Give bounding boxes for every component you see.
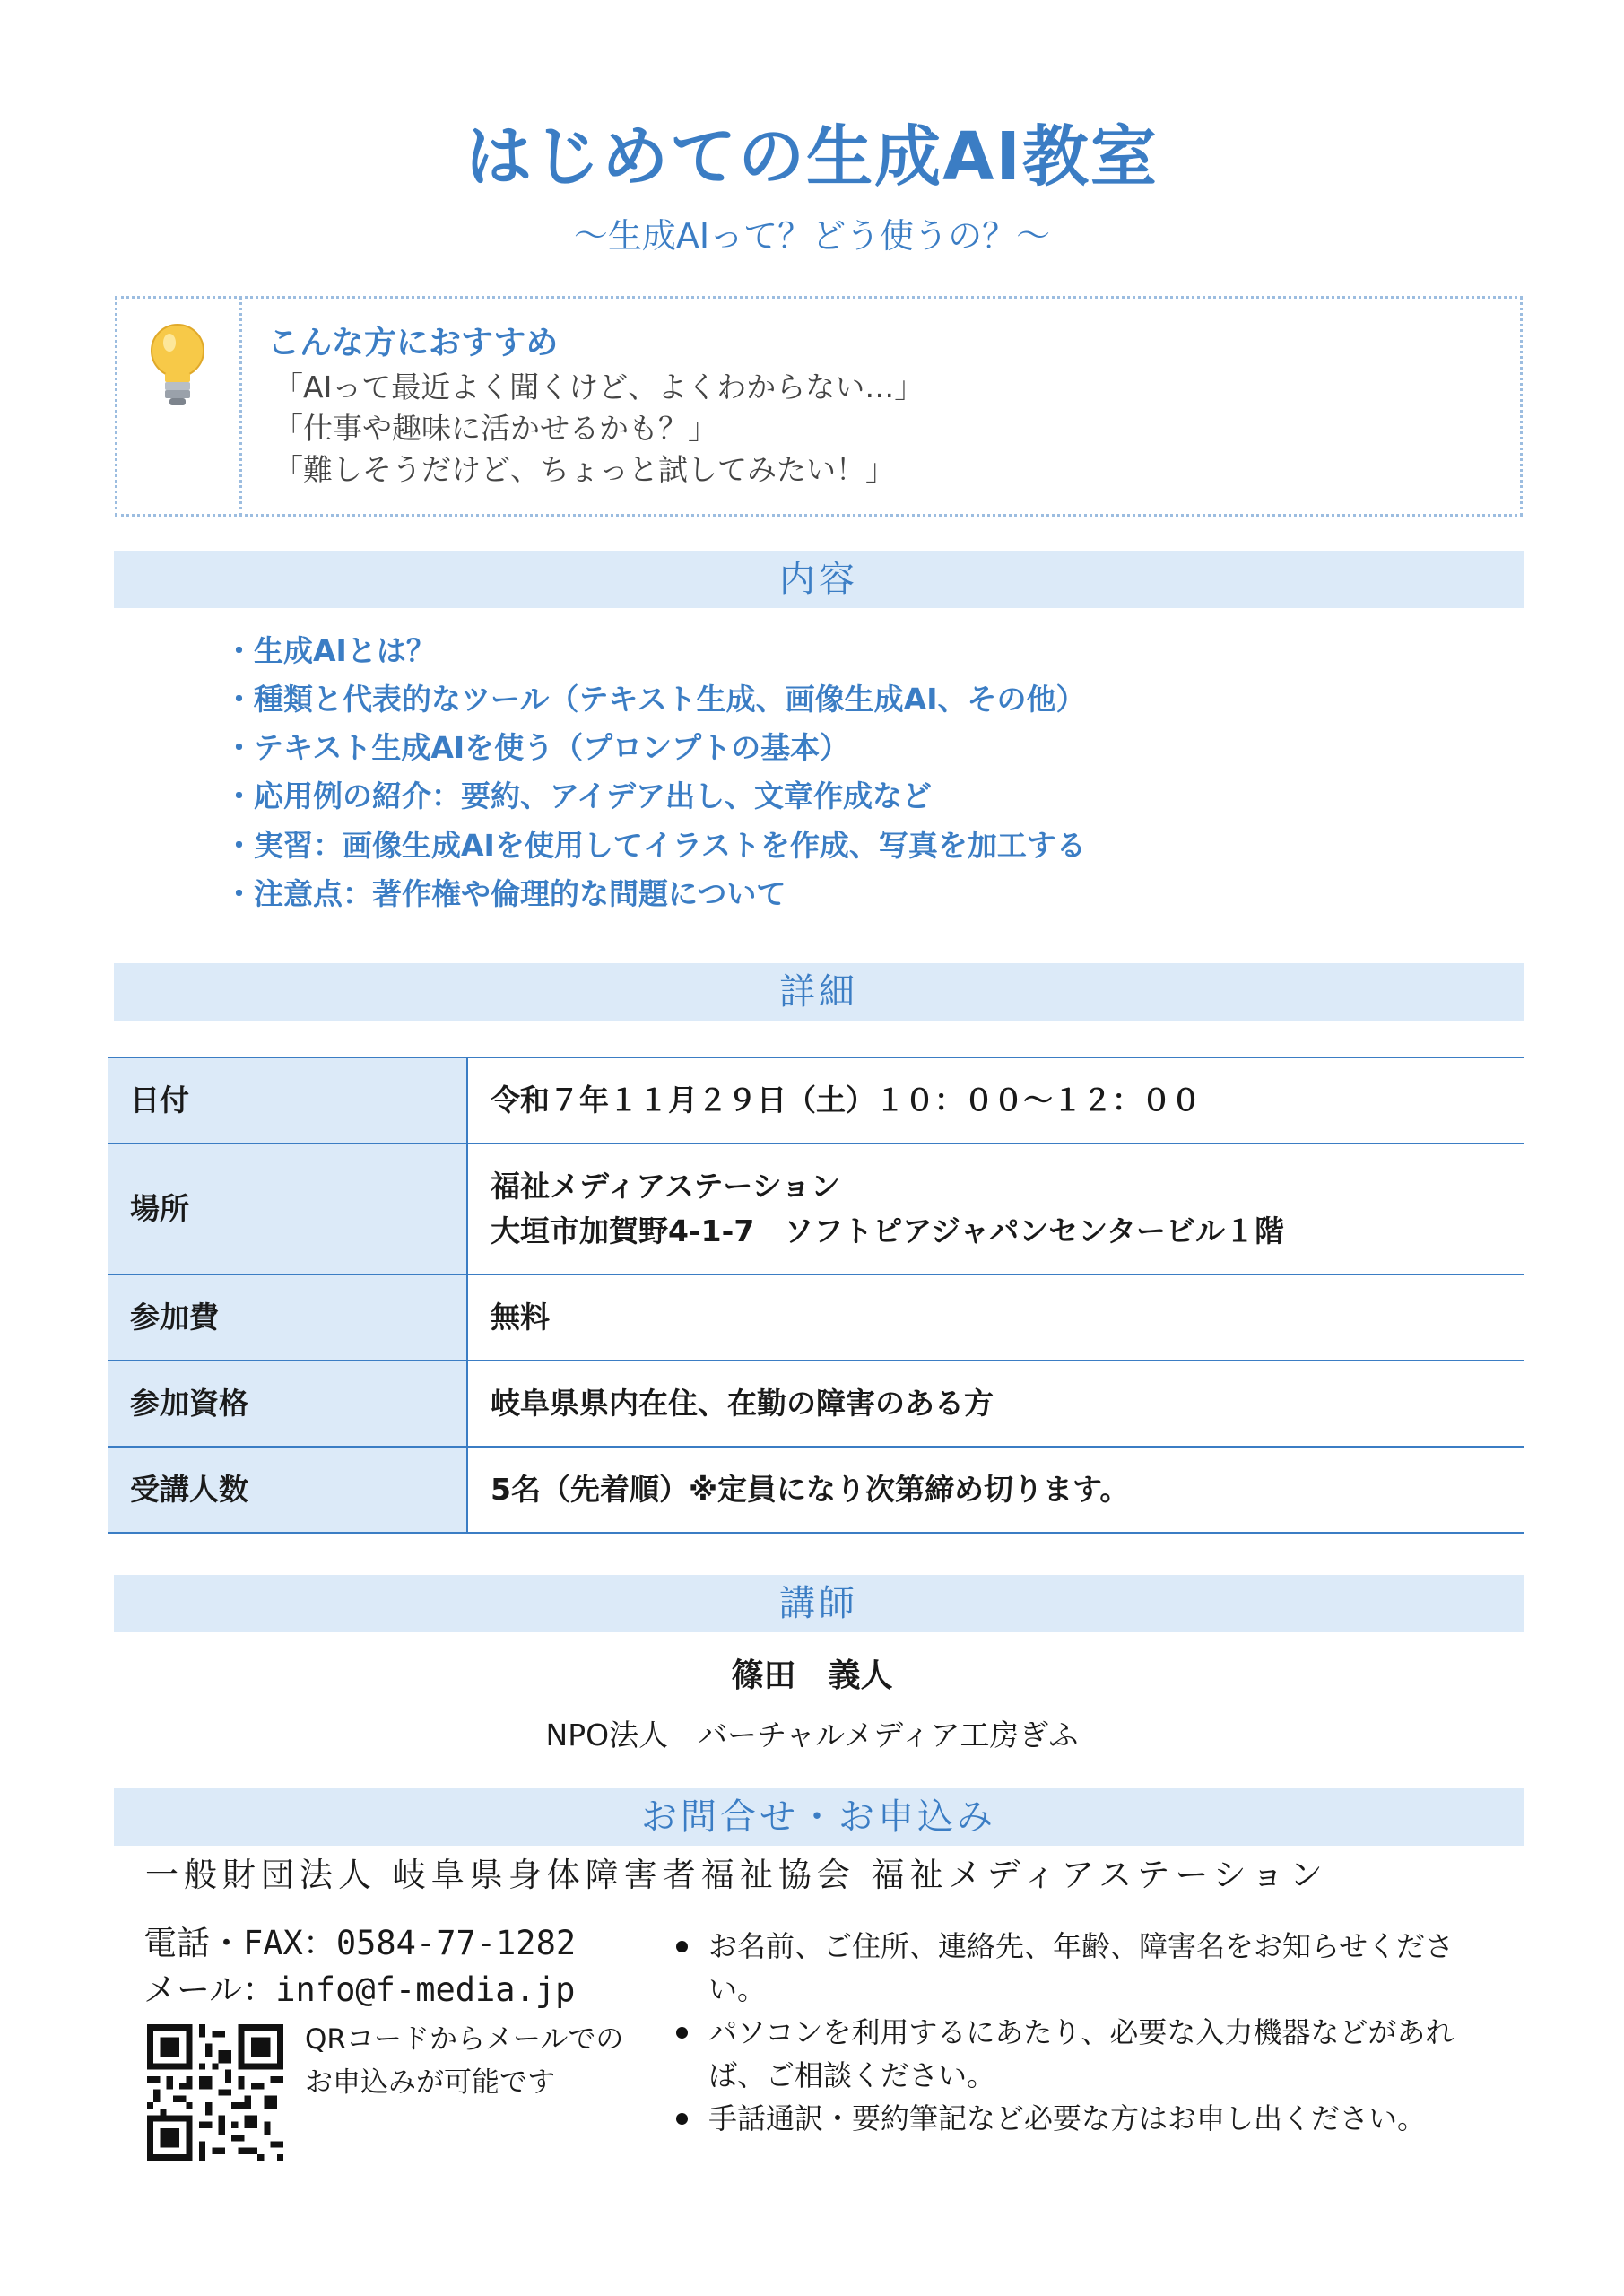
qr-caption-line: QRコードからメールでの bbox=[305, 2023, 624, 2056]
detail-value-date: 令和７年１１月２９日（土）１０：００〜１２：００ bbox=[467, 1057, 1524, 1144]
section-header-content: 内容 bbox=[114, 551, 1524, 608]
bullet-icon bbox=[676, 2113, 688, 2125]
place-address: 大垣市加賀野4-1-7 ソフトピアジャパンセンタービル１階 bbox=[491, 1213, 1284, 1248]
contact-email[interactable]: メール：info@f-media.jp bbox=[143, 1970, 576, 2009]
note-item: 手話通訳・要約筆記など必要な方はお申し出ください。 bbox=[673, 2097, 1480, 2140]
contact-phone: 電話・FAX：0584-77-1282 bbox=[143, 1924, 577, 1962]
lightbulb-icon bbox=[148, 321, 207, 411]
recommend-divider bbox=[239, 296, 242, 517]
contact-notes bbox=[673, 1925, 1480, 2140]
detail-label-fee: 参加費 bbox=[108, 1274, 467, 1361]
qr-code[interactable] bbox=[147, 2024, 283, 2161]
section-header-details: 詳細 bbox=[114, 963, 1524, 1021]
lecturer-name: 篠田 義人 bbox=[731, 1657, 893, 1694]
detail-label-eligibility: 参加資格 bbox=[108, 1361, 467, 1447]
contact-org-name: 一般財団法人 岐阜県身体障害者福祉協会 福祉メディアステーション bbox=[145, 1856, 1328, 1894]
recommend-heading: こんな方におすすめ bbox=[267, 325, 559, 361]
content-item: ・種類と代表的なツール（テキスト生成、画像生成AI、その他） bbox=[224, 682, 1086, 717]
content-item: ・実習：画像生成AIを使用してイラストを作成、写真を加工する bbox=[224, 828, 1086, 863]
detail-value-capacity: 5名（先着順）※定員になり次第締め切ります。 bbox=[467, 1447, 1524, 1533]
page-subtitle: 〜生成AIって？どう使うの？〜 bbox=[573, 216, 1051, 256]
content-item: ・応用例の紹介：要約、アイデア出し、文章作成など bbox=[224, 778, 933, 813]
table-row bbox=[108, 1057, 1524, 1144]
recommend-line: 「難しそうだけど、ちょっと試してみたい！」 bbox=[274, 452, 895, 487]
details-table bbox=[108, 1057, 1524, 1534]
note-item: お名前、ご住所、連絡先、年齢、障害名をお知らせください。 bbox=[673, 1925, 1480, 2011]
content-item: ・注意点：著作権や倫理的な問題について bbox=[224, 876, 786, 911]
table-row bbox=[108, 1447, 1524, 1533]
lecturer-org: NPO法人 バーチャルメディア工房ぎふ bbox=[545, 1718, 1079, 1752]
qr-caption-line: お申込みが可能です bbox=[305, 2066, 555, 2099]
recommend-line: 「仕事や趣味に活かせるかも？」 bbox=[274, 411, 717, 446]
bullet-icon bbox=[676, 1941, 688, 1952]
detail-label-place: 場所 bbox=[108, 1144, 467, 1274]
table-row bbox=[108, 1274, 1524, 1361]
section-header-contact: お問合せ・お申込み bbox=[114, 1788, 1524, 1846]
detail-label-date: 日付 bbox=[108, 1057, 467, 1144]
note-item: パソコンを利用するにあたり、必要な入力機器などがあれば、ご相談ください。 bbox=[673, 2011, 1480, 2097]
bullet-icon bbox=[676, 2027, 688, 2039]
table-row bbox=[108, 1144, 1524, 1274]
detail-value-eligibility: 岐阜県県内在住、在勤の障害のある方 bbox=[467, 1361, 1524, 1447]
detail-label-capacity: 受講人数 bbox=[108, 1447, 467, 1533]
detail-value-place bbox=[467, 1144, 1524, 1274]
recommend-line: 「AIって最近よく聞くけど、よくわからない…」 bbox=[274, 370, 925, 404]
section-header-lecturer: 講師 bbox=[114, 1575, 1524, 1632]
detail-value-fee: 無料 bbox=[467, 1274, 1524, 1361]
content-item: ・テキスト生成AIを使う（プロンプトの基本） bbox=[224, 730, 850, 765]
page-title: はじめての生成AI教室 bbox=[465, 118, 1159, 196]
table-row bbox=[108, 1361, 1524, 1447]
place-name: 福祉メディアステーション bbox=[491, 1169, 841, 1204]
content-item: ・生成AIとは？ bbox=[224, 633, 436, 668]
